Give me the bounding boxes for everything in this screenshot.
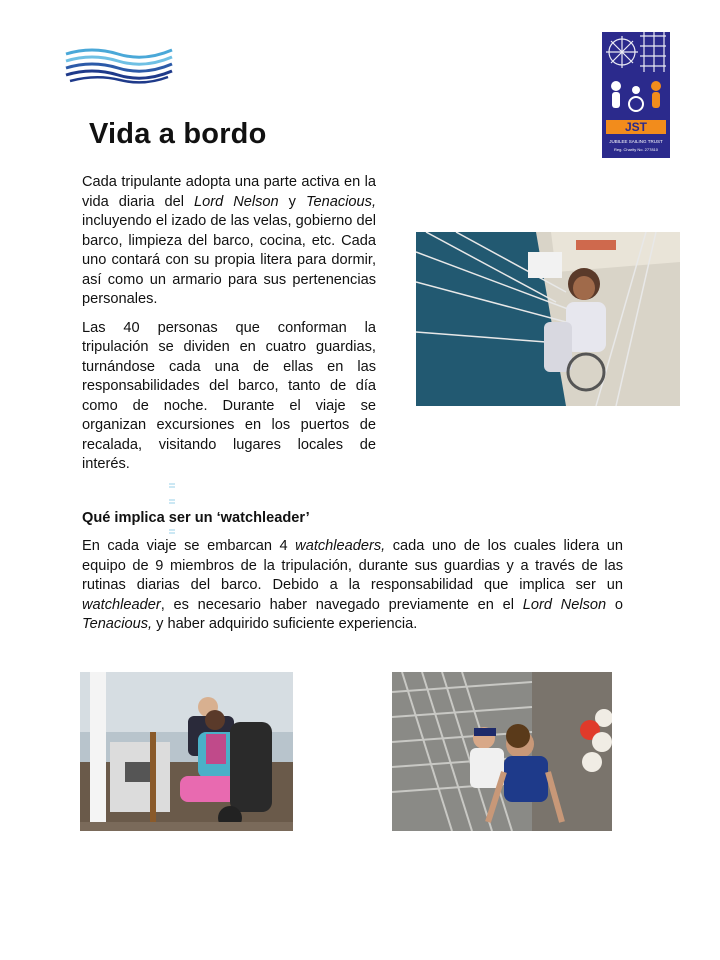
watchleader-paragraph <box>82 537 623 635</box>
jst-logo-subtext: JUBILEE SAILING TRUST <box>609 139 663 144</box>
jst-logo-text: JST <box>624 120 648 134</box>
text-segment: En cada viaje se embarcan 4 <box>82 538 296 554</box>
jst-logo <box>602 32 670 158</box>
page-title: Vida a bordo <box>89 118 267 150</box>
section-heading: Qué implica ser un ‘watchleader’ <box>82 510 310 526</box>
intro-paragraph-1 <box>82 173 376 310</box>
text-segment: Cada tripulante adopta una parte activa en la vida diaria del <box>82 174 376 210</box>
photo-rigging-climb <box>392 672 612 831</box>
text-segment: cada uno de los cuales lidera un equipo de 9 miembros de la tripulación, durante sus guardias y a través de las rutinas diarias del barco. Debido a la responsabilidad que implica ser un <box>82 538 623 593</box>
intro-text <box>82 173 376 484</box>
decorative-marker <box>168 480 176 536</box>
text-segment: , es necesario haber navegado previamente en el <box>160 596 523 613</box>
text-segment: Lord Nelson <box>193 193 279 210</box>
text-segment: y <box>278 193 306 210</box>
photo-helm-wheelchair <box>80 672 293 831</box>
text-segment: Lord Nelson <box>522 596 607 613</box>
text-segment: Tenacious, <box>305 193 377 210</box>
jst-logo-reg: Reg. Charity No. 277810 <box>613 147 659 152</box>
text-segment: watchleader <box>82 596 161 613</box>
text-segment: incluyendo el izado de las velas, gobierno del barco, limpieza del barco, cocina, etc. Cada uno contará con su propia litera para dormir, así como un armario para sus pertenencias personales. <box>82 213 376 307</box>
text-segment: y haber adquirido suficiente experiencia. <box>152 616 418 632</box>
wave-logo <box>62 44 176 84</box>
intro-paragraph-2: Las 40 personas que conforman la tripulación se dividen en cuatro guardias, turnándose cada una de ellas en las responsabilidades del barco, tanto de día como de noche. Durante el viaje se organizan excursiones en los puertos de recalada, visitando lugares locales de interés. <box>82 319 376 472</box>
text-segment: Tenacious, <box>82 616 153 632</box>
text-segment: o <box>606 596 623 613</box>
photo-mast-climb <box>416 232 680 406</box>
text-segment: watchleaders, <box>295 538 386 554</box>
